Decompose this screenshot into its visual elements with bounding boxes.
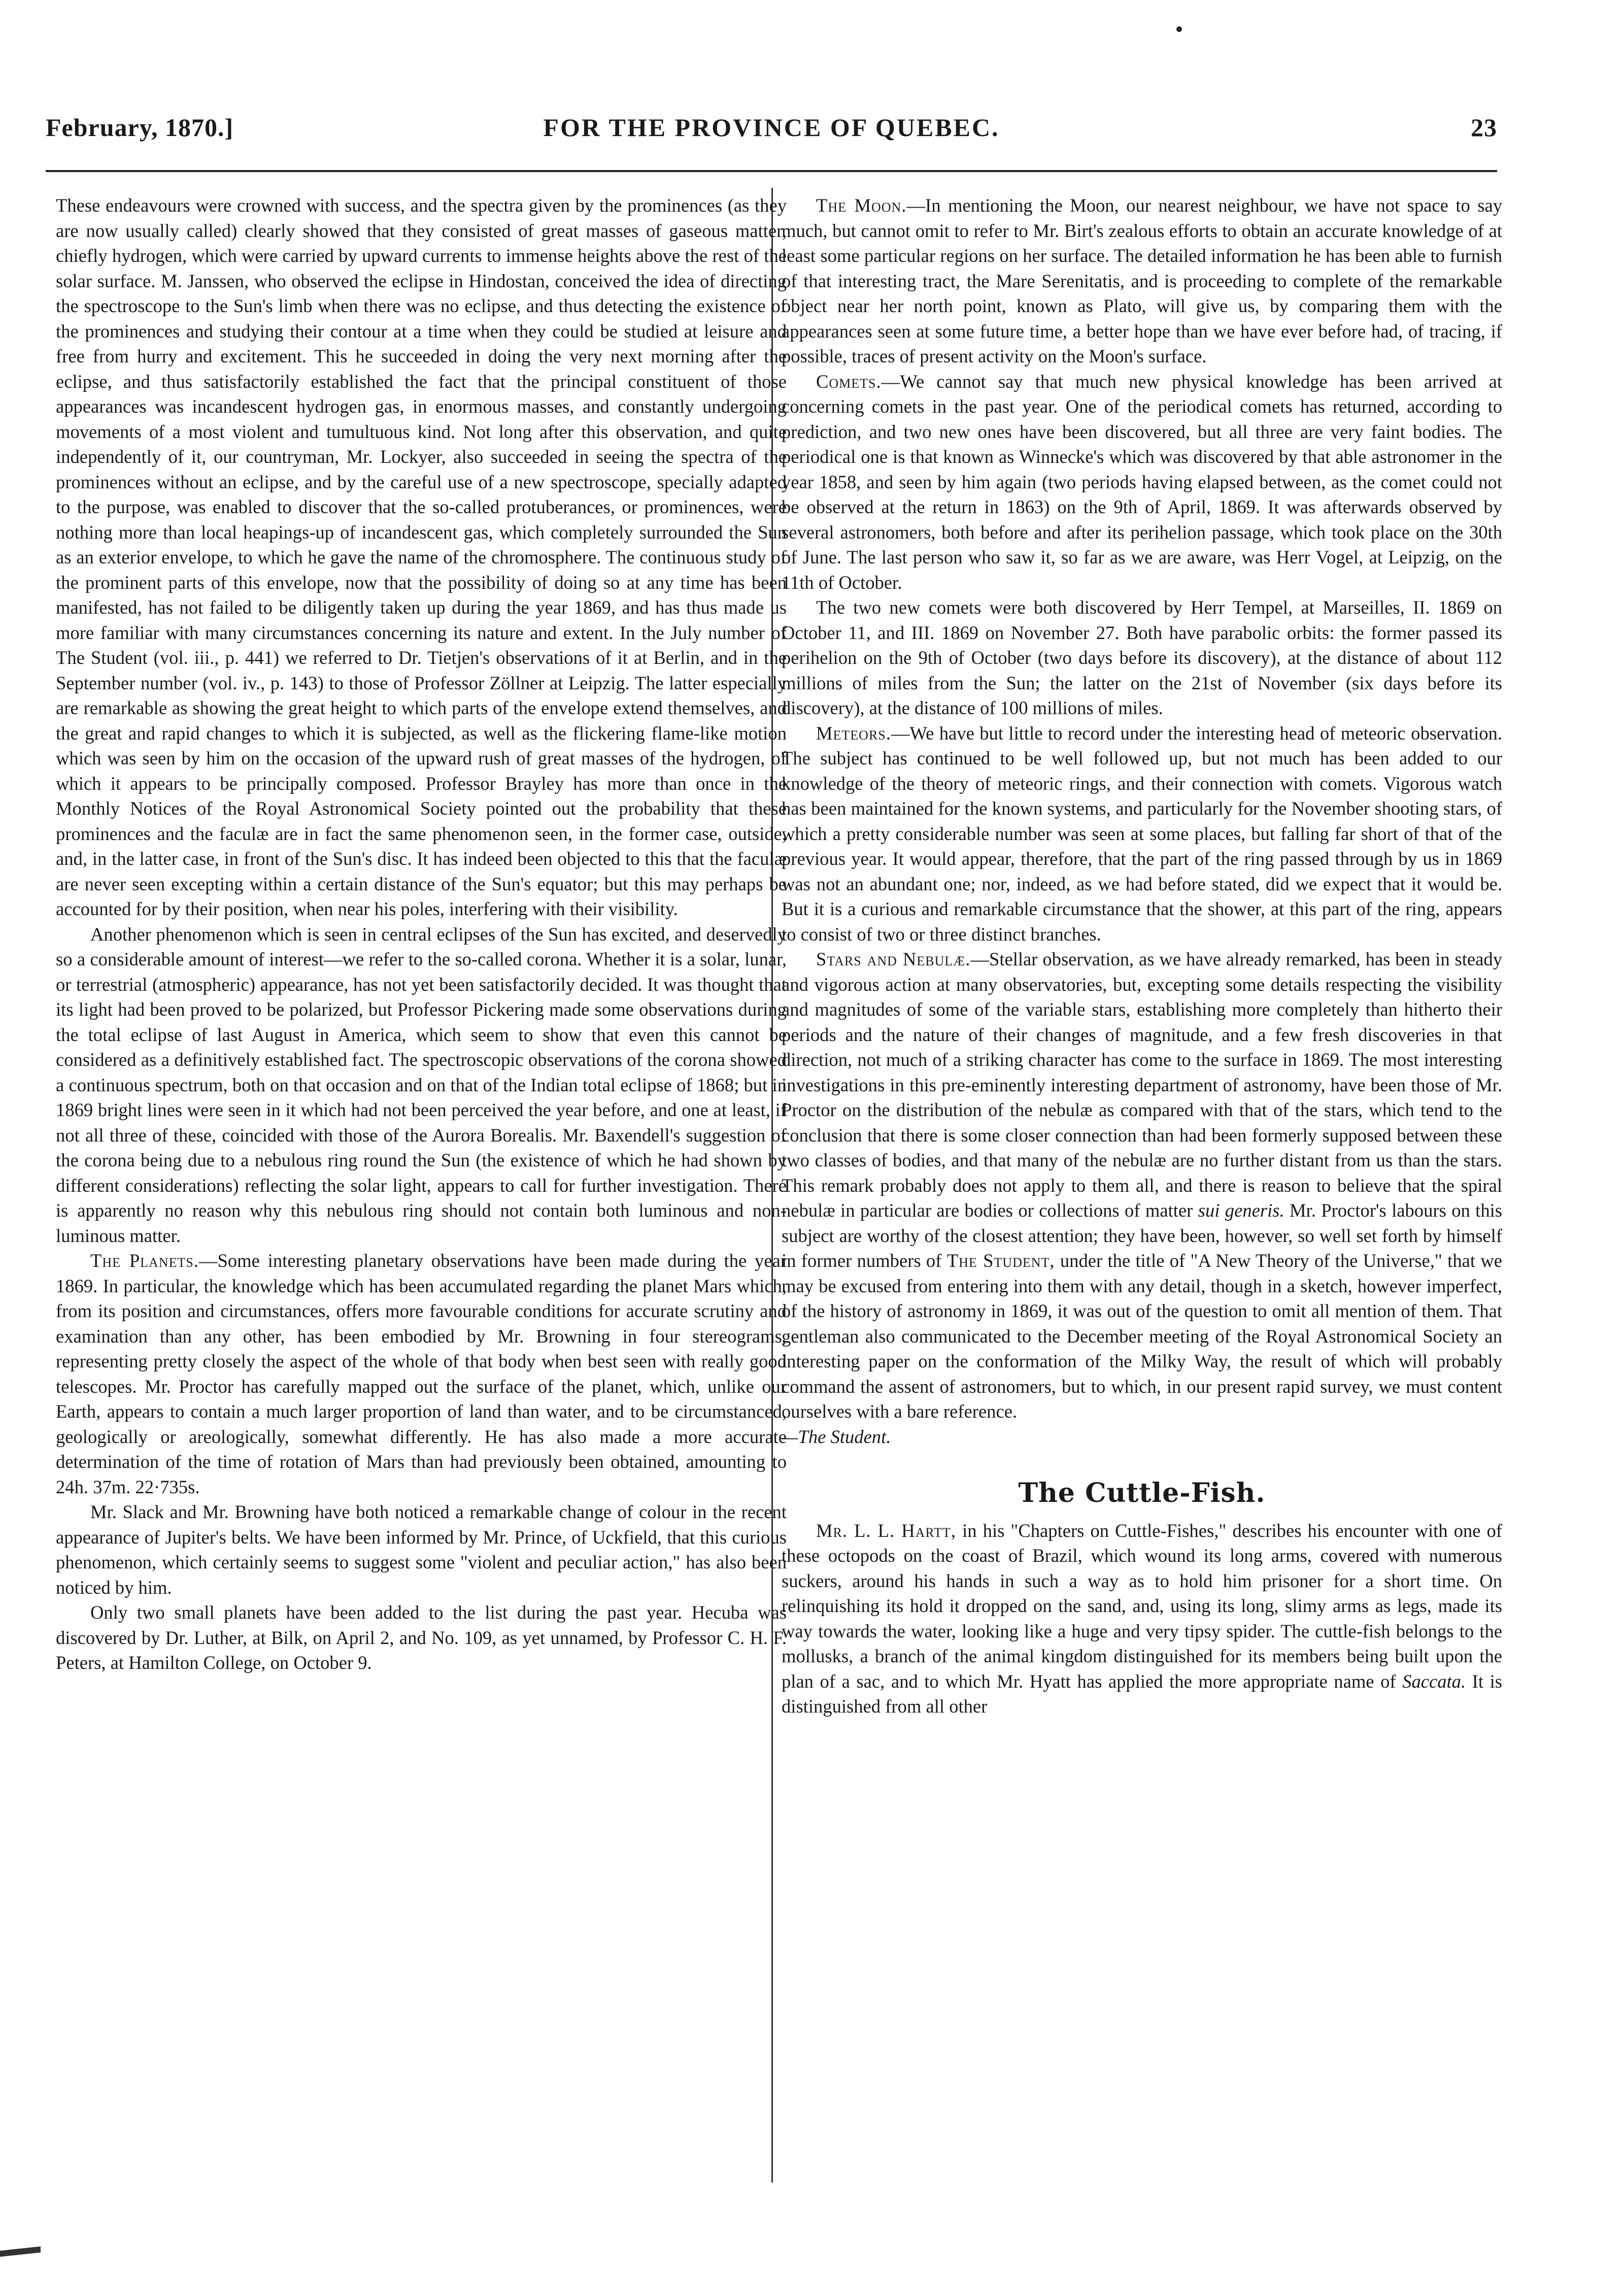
paragraph-moon	[782, 193, 1502, 369]
comets-text: —We cannot say that much new physical knowledge has been arrived at concerning comets in the past year. One of the periodical comets has returned, according to prediction, and two new ones have been discovered, but all three are very faint bodies. The periodical one is that known as Winnecke's which was discovered by that able astronomer in the year 1858, and seen by him again (two periods having elapsed between, as the comet could not be observed at the return in 1863) on the 9th of April, 1869. It was afterwards observed by several astronomers, both before and after its perihelion passage, which took place on the 30th of June. The last person who saw it, so far as we are aware, was Herr Vogel, at Leipzig, on the 11th of October.	[782, 371, 1502, 593]
header-date: February, 1870.]	[46, 113, 234, 142]
paragraph-stars	[782, 947, 1502, 1449]
print-smudge	[0, 2247, 41, 2257]
moon-heading: The Moon.	[816, 195, 907, 216]
paragraph-prominences: These endeavours were crowned with success, and the spectra given by the prominences (as they are now usually called) clearly showed that they consisted of great masses of gaseous matter, chiefly hydrogen, which were carried by upward currents to immense heights above the rest of the solar surface. M. Janssen, who observed the eclipse in Hindostan, conceived the idea of directing the spectroscope to the Sun's limb when there was no eclipse, and thus detecting the existence of the prominences and studying their contour at a time when they could be studied at leisure and free from hurry and excitement. This he succeeded in doing the very next morning after the eclipse, and thus satisfactorily established the fact that the principal constituent of those appearances was incandescent hydrogen gas, in enormous masses, and constantly undergoing movements of a most violent and tumultuous kind. Not long after this observation, and quite independently of it, our countryman, Mr. Lockyer, also succeeded in seeing the spectra of the prominences without an eclipse, and by the careful use of a new spectroscope, specially adapted to the purpose, was enabled to discover that the so-called protuberances, or prominences, were nothing more than local heapings-up of incandescent gas, which completely surrounded the Sun as an exterior envelope, to which he gave the name of the chromosphere. The continuous study of the prominent parts of this envelope, now that the possibility of doing so at any time has been manifested, has not failed to be diligently taken up during the year 1869, and has thus made us more familiar with many circumstances concerning its nature and extent. In the July number of The Student (vol. iii., p. 441) we referred to Dr. Tietjen's observations of it at Berlin, and in the September number (vol. iv., p. 143) to those of Professor Zöllner at Leipzig. The latter especially are remarkable as showing the great height to which parts of the envelope extend themselves, and the great and rapid changes to which it is subjected, as well as the flickering flame-like motion which was seen by him on the occasion of the upward rush of great masses of the hydrogen, of which it appears to be principally composed. Professor Brayley has more than once in the Monthly Notices of the Royal Astronomical Society pointed out the probability that these prominences and the faculæ are in fact the same phenomenon seen, in the former case, outside, and, in the latter case, in front of the Sun's disc. It has indeed been objected to this that the faculæ are never seen excepting within a certain distance of the Sun's equator; but this may perhaps be accounted for by their position, when near his poles, interfering with their visibility.	[56, 195, 787, 919]
article-source: —The Student.	[782, 1426, 891, 1447]
student-reference: The Student,	[946, 1250, 1055, 1271]
stars-italic: sui generis.	[1198, 1200, 1284, 1221]
paragraph-planets	[56, 1248, 787, 1499]
planets-text: —Some interesting planetary observations have been made during the year 1869. In particular, the knowledge which has been accumulated regarding the planet Mars which, from its position and circumstances, offers more favourable conditions for accurate scrutiny and examination than any other, has been embodied by Mr. Browning in four stereograms, representing pretty closely the aspect of the whole of that body when best seen with really good telescopes. Mr. Proctor has carefully mapped out the surface of the planet, which, unlike our Earth, appears to contain a much larger proportion of land than water, and to be circumstanced, geologically or areologically, somewhat differently. He has also made a more accurate determination of the time of rotation of Mars than had previously been obtained, amounting to 24h. 37m. 22·735s.	[56, 1250, 787, 1497]
paragraph-new-comets: The two new comets were both discovered by Herr Tempel, at Marseilles, II. 1869 on October 11, and III. 1869 on November 27. Both have parabolic orbits: the former passed its perihelion on the 9th of October (two days before its discovery), at the distance of about 112 millions of miles from the Sun; the latter on the 21st of November (six days before its discovery), at the distance of 100 millions of miles.	[782, 597, 1502, 718]
right-column	[782, 193, 1502, 1719]
paragraph-cuttle-fish	[782, 1518, 1502, 1719]
paragraph-comets	[782, 369, 1502, 595]
moon-text: —In mentioning the Moon, our nearest neighbour, we have not space to say much, but cannot omit to refer to Mr. Birt's zealous efforts to obtain an accurate knowledge of at least some particular regions on her surface. The detailed information he has been able to furnish of that interesting tract, the Mare Serenitatis, and is proceeding to complete of the remarkable object near her north point, known as Plato, will give us, by comparing them with the appearances seen at some future time, a better hope than we have ever before had, of tracing, if possible, traces of present activity on the Moon's surface.	[782, 195, 1502, 366]
header-rule	[46, 170, 1497, 172]
cuttle-italic: Saccata.	[1402, 1670, 1466, 1692]
header-title: FOR THE PROVINCE OF QUEBEC.	[543, 113, 1000, 142]
meteors-text: —We have but little to record under the interesting head of meteoric observation. The subject has continued to be well followed up, but not much has been added to our knowledge of the theory of meteoric rings, and their connection with comets. Vigorous watch has been maintained for the known systems, and particularly for the November shooting stars, of which a pretty considerable number was seen at some places, but falling far short of that of the previous year. It would appear, therefore, that the part of the ring passed through by us in 1869 was not an abundant one; nor, indeed, as we had before stated, did we expect that it would be. But it is a curious and remarkable circumstance that the shower, at this part of the ring, appears to consist of two or three distinct branches.	[782, 722, 1502, 945]
paragraph-corona: Another phenomenon which is seen in central eclipses of the Sun has excited, and deservedly so a considerable amount of interest—we refer to the so-called corona. Whether it is a solar, lunar, or terrestrial (atmospheric) appearance, has not yet been satisfactorily decided. It was thought that its light had been proved to be polarized, but Professor Pickering made some observations during the total eclipse of last August in America, which seem to show that even this cannot be considered as a definitively established fact. The spectroscopic observations of the corona showed a continuous spectrum, both on that occasion and on that of the Indian total eclipse of 1868; but in 1869 bright lines were seen in it which had not been perceived the year before, and one at least, if not all three of these, coincided with those of the Aurora Borealis. Mr. Baxendell's suggestion of the corona being due to a nebulous ring round the Sun (the existence of which he had shown by different considerations) reflecting the solar light, appears to call for further investigation. There is apparently no reason why this nebulous ring should not contain both luminous and non-luminous matter.	[56, 923, 787, 1246]
stars-text-b: Mr. Proctor's labours on this subject are worthy of the closest attention; they have been, however, so well set forth by himself in former numbers of	[782, 1200, 1503, 1271]
cuttle-lead: Mr. L. L. Hartt,	[816, 1520, 957, 1541]
print-speck	[1176, 26, 1182, 32]
stars-text-c: under the title of "A New Theory of the Universe," that we may be excused from entering into them with any detail, though in a sketch, however imperfect, of the history of astronomy in 1869, it was out of the question to omit all mention of them. That gentleman also communicated to the December meeting of the Royal Astronomical Society an interesting paper on the conformation of the Milky Way, the result of which will probably command the assent of astronomers, but to which, in our present rapid survey, we must content ourselves with a bare reference.	[782, 1250, 1502, 1422]
meteors-heading: Meteors.	[816, 722, 891, 744]
paragraph-small-planets: Only two small planets have been added to the list during the past year. Hecuba was discovered by Dr. Luther, at Bilk, on April 2, and No. 109, as yet unnamed, by Professor C. H. F. Peters, at Hamilton College, on October 9.	[56, 1602, 787, 1673]
stars-heading: Stars and Nebulæ.	[816, 949, 971, 969]
left-column	[56, 193, 787, 1676]
page-header	[46, 113, 1497, 148]
paragraph-meteors	[782, 721, 1502, 947]
section-title-cuttle-fish: The Cuttle-Fish.	[1018, 1478, 1266, 1509]
cuttle-text-a: in his "Chapters on Cuttle-Fishes," describes his encounter with one of these octopods on the coast of Brazil, which wound its long arms, covered with numerous suckers, around his hands in such a way as to hold him prisoner for a short time. On relinquishing its hold it dropped on the sand, and, using its long, slimy arms as legs, made its way towards the water, looking like a huge and very tipsy spider. The cuttle-fish belongs to the mollusks, a branch of the animal kingdom distinguished for its members being built upon the plan of a sac, and to which Mr. Hyatt has applied the more appropriate name of	[782, 1520, 1502, 1692]
page-number: 23	[1471, 113, 1497, 142]
planets-heading: The Planets.	[90, 1250, 199, 1271]
cuttle-text-b: It is distinguished from all other	[782, 1670, 1503, 1717]
paragraph-jupiter: Mr. Slack and Mr. Browning have both noticed a remarkable change of colour in the recent appearance of Jupiter's belts. We have been informed by Mr. Prince, of Uckfield, that this curious phenomenon, which certainly seems to suggest some "violent and peculiar action," has also been noticed by him.	[56, 1501, 787, 1598]
stars-text-a: —Stellar observation, as we have already remarked, has been in steady and vigorous action at many observatories, but, excepting some details respecting the visibility and magnitudes of some of the variable stars, establishing more completely than hitherto their periods and the nature of their changes of magnitude, and a few fresh discoveries in that direction, not much of a striking character has come to the surface in 1869. The most interesting investigations in this pre-eminently interesting department of astronomy, have been those of Mr. Proctor on the distribution of the nebulæ as compared with that of the stars, which tend to the conclusion that there is some closer connection than had been formerly supposed between these two classes of bodies, and that many of the nebulæ are no further distant from us than the stars. This remark probably does not apply to them all, and there is reason to believe that the spiral nebulæ in particular are bodies or collections of matter	[782, 949, 1502, 1221]
comets-heading: Comets.	[816, 371, 882, 392]
